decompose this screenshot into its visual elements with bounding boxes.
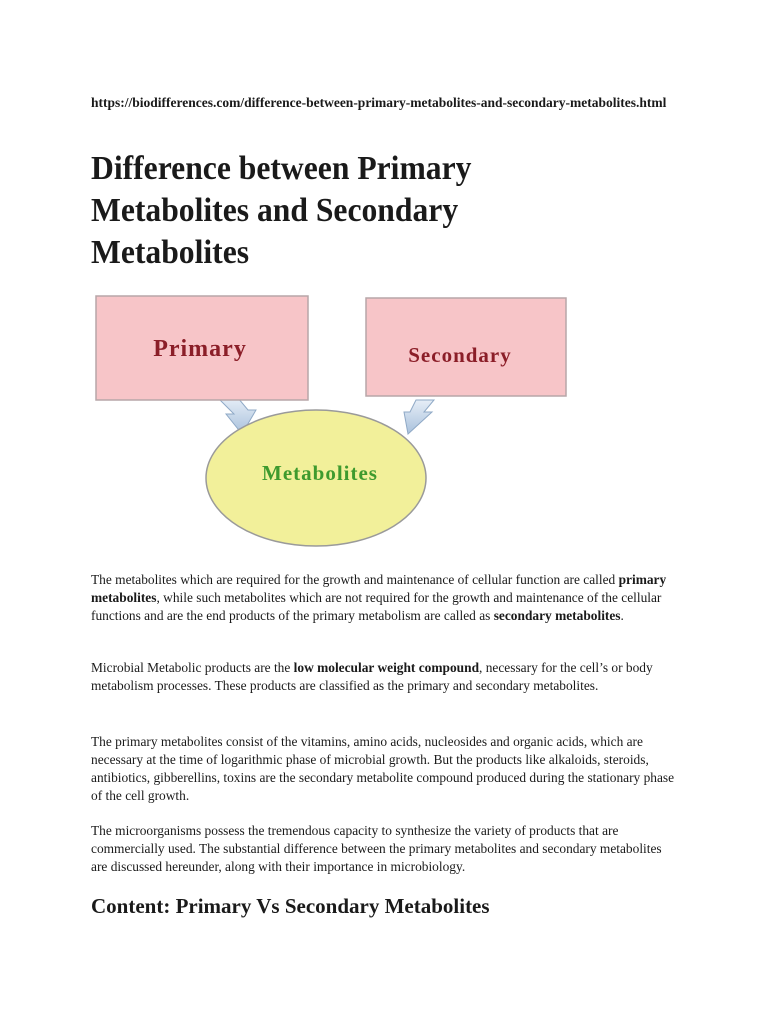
paragraph-2	[91, 659, 681, 695]
arrow-right-shape	[404, 400, 434, 434]
metabolites-diagram	[90, 288, 570, 550]
paragraph-4	[91, 822, 681, 876]
paragraph-text: Microbial Metabolic products are the	[91, 660, 294, 675]
paragraph-text: The metabolites which are required for the growth and maintenance of cellular function are called	[91, 572, 619, 587]
term-primary-metabolites: primary metabolites	[91, 572, 667, 605]
secondary-box-label: Secondary	[408, 343, 512, 367]
metabolites-ellipse-label: Metabolites	[262, 461, 378, 485]
page-title: Difference between Primary Metabolites and Secondary Metabolites	[91, 150, 472, 271]
paragraph-text: , while such metabolites which are not required for the growth and maintenance of the cellular functions and are the end products of the primary metabolism are called as	[91, 590, 662, 623]
term-low-molecular-weight: low molecular weight compound	[293, 660, 480, 675]
paragraph-text: , necessary for the cell’s or body metabolism processes. These products are classified as the primary and secondary metabolites.	[91, 660, 653, 693]
paragraph-text: The microorganisms possess the tremendous capacity to synthesize the variety of products that are commercially used. The substantial difference between the primary metabolites and secondary metabolites are discussed hereunder, along with their importance in microbiology.	[91, 823, 662, 874]
paragraph-1	[91, 571, 681, 625]
source-url[interactable]: https://biodifferences.com/difference-between-primary-metabolites-and-secondary-metabolites.html	[91, 95, 667, 110]
content-subheading: Content: Primary Vs Secondary Metabolites	[91, 894, 490, 918]
paragraph-3	[91, 733, 681, 805]
paragraph-text: The primary metabolites consist of the vitamins, amino acids, nucleosides and organic acids, which are necessary at the time of logarithmic phase of microbial growth. But the products like alkaloids, steroids, antibiotics, gibberellins, toxins are the secondary metabolite compound produced during the stationary phase of the cell growth.	[91, 734, 675, 803]
primary-box-label: Primary	[153, 336, 247, 362]
paragraph-text: .	[620, 608, 624, 623]
term-secondary-metabolites: secondary metabolites	[493, 608, 621, 623]
